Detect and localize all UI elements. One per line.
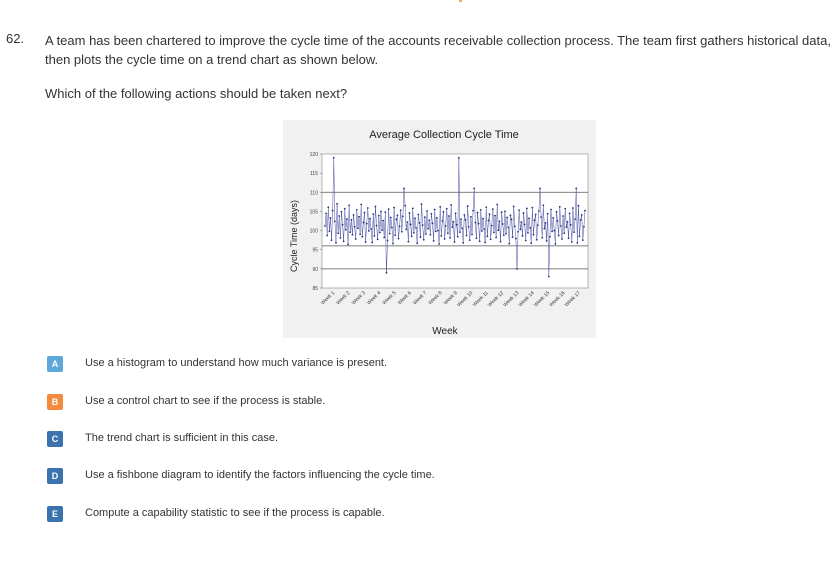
data-point (359, 234, 361, 236)
data-point (485, 206, 487, 208)
data-point (452, 221, 454, 223)
data-point (416, 242, 418, 244)
data-point (554, 243, 556, 245)
data-point (497, 229, 499, 231)
data-point (522, 235, 524, 237)
data-point (461, 227, 463, 229)
data-point (341, 211, 343, 213)
data-point (450, 204, 452, 206)
question-number: 62. (6, 31, 25, 46)
data-point (343, 240, 345, 242)
data-point (352, 234, 354, 236)
data-point (567, 221, 569, 223)
data-point (429, 234, 431, 236)
data-point (392, 243, 394, 245)
data-point (412, 207, 414, 209)
data-point (548, 276, 550, 278)
data-point (365, 241, 367, 243)
option-text[interactable]: Use a histogram to understand how much variance is present. (85, 357, 388, 369)
data-point (467, 205, 469, 207)
data-point (454, 241, 456, 243)
x-tick-label: Week 4 (366, 290, 383, 307)
data-point (563, 232, 565, 234)
x-tick-label: Week 2 (335, 290, 352, 307)
data-point (431, 213, 433, 215)
data-point (326, 235, 328, 237)
data-point (400, 209, 402, 211)
data-point (513, 206, 515, 208)
data-point (333, 157, 335, 159)
data-point (545, 222, 547, 224)
data-point (447, 232, 449, 234)
data-point (424, 216, 426, 218)
data-point (471, 234, 473, 236)
data-point (381, 229, 383, 231)
y-tick-label: 115 (310, 171, 318, 178)
data-point (443, 211, 445, 213)
data-point (480, 209, 482, 211)
data-point (533, 234, 535, 236)
data-point (335, 242, 337, 244)
data-point (553, 230, 555, 232)
data-point (423, 239, 425, 241)
data-point (490, 238, 492, 240)
top-accent-mark (459, 0, 462, 2)
data-point (404, 205, 406, 207)
data-point (438, 243, 440, 245)
data-point (401, 231, 403, 233)
data-point (334, 220, 336, 222)
data-point (458, 157, 460, 159)
data-point (425, 233, 427, 235)
data-point (582, 239, 584, 241)
data-point (368, 230, 370, 232)
data-point (324, 225, 326, 227)
data-point (493, 232, 495, 234)
data-point (399, 225, 401, 227)
data-point (371, 242, 373, 244)
data-point (325, 212, 327, 214)
y-tick-label: 120 (309, 152, 318, 158)
data-point (339, 237, 341, 239)
data-point (571, 241, 573, 243)
data-point (441, 220, 443, 222)
data-point (418, 222, 420, 224)
data-point (462, 242, 464, 244)
data-point (415, 227, 417, 229)
data-point (397, 214, 399, 216)
data-point (470, 216, 472, 218)
data-point (544, 228, 546, 230)
data-point (517, 231, 519, 233)
data-point (391, 227, 393, 229)
data-point (519, 229, 521, 231)
option-letter-badge[interactable]: A (47, 356, 63, 372)
data-point (398, 238, 400, 240)
question-text: A team has been chartered to improve the cycle time of the accounts receivable collection process. The team first gathers historical data, then plots the cycle time on a trend chart as shown below. (45, 33, 831, 67)
data-point (506, 217, 508, 219)
data-point (492, 208, 494, 210)
data-point (575, 188, 577, 190)
data-point (518, 209, 520, 211)
data-point (394, 234, 396, 236)
data-point (387, 240, 389, 242)
chart-title: Average Collection Cycle Time (369, 129, 519, 141)
data-point (496, 204, 498, 206)
data-point (384, 211, 386, 213)
data-point (552, 217, 554, 219)
x-tick-label: Week 16 (548, 290, 567, 309)
data-point (436, 217, 438, 219)
data-point (573, 231, 575, 233)
data-point (556, 211, 558, 213)
data-point (455, 212, 457, 214)
x-tick-label: Week 12 (486, 290, 506, 309)
data-point (524, 224, 526, 226)
y-tick-label: 110 (310, 190, 318, 197)
data-point (328, 230, 330, 232)
data-point (386, 272, 388, 274)
data-point (367, 207, 369, 209)
data-point (422, 224, 424, 226)
data-point (541, 237, 543, 239)
data-point (499, 220, 501, 222)
data-point (390, 217, 392, 219)
data-point (472, 210, 474, 212)
data-point (564, 208, 566, 210)
data-point (407, 241, 409, 243)
data-point (439, 206, 441, 208)
data-point (406, 221, 408, 223)
data-point (372, 213, 374, 215)
data-point (486, 235, 488, 237)
x-tick-label: Week 6 (396, 290, 413, 307)
data-point (459, 231, 461, 233)
data-point (421, 203, 423, 205)
data-point (346, 218, 348, 220)
data-point (505, 233, 507, 235)
y-tick-label: 85 (312, 286, 318, 292)
data-point (570, 224, 572, 226)
data-point (534, 219, 536, 221)
trend-chart-svg (283, 120, 596, 338)
data-point (437, 230, 439, 232)
option-text[interactable]: Compute a capability statistic to see if the process is capable. (85, 507, 385, 519)
data-point (574, 218, 576, 220)
x-tick-label: Week 8 (427, 290, 444, 307)
data-point (446, 208, 448, 210)
data-point (584, 210, 586, 212)
data-point (402, 216, 404, 218)
data-point (465, 219, 467, 221)
data-point (503, 234, 505, 236)
data-point (479, 240, 481, 242)
data-point (457, 236, 459, 238)
data-point (580, 219, 582, 221)
data-point (440, 235, 442, 237)
data-point (379, 232, 381, 234)
data-point (549, 236, 551, 238)
data-point (354, 226, 356, 228)
data-point (366, 223, 368, 225)
data-point (358, 216, 360, 218)
data-point (539, 188, 541, 190)
data-point (370, 228, 372, 230)
data-point (414, 217, 416, 219)
data-point (420, 236, 422, 238)
data-point (494, 215, 496, 217)
data-point (355, 238, 357, 240)
data-point (373, 235, 375, 237)
data-point (569, 212, 571, 214)
data-point (488, 220, 490, 222)
data-point (395, 219, 397, 221)
data-point (360, 204, 362, 206)
data-point (536, 239, 538, 241)
option-text[interactable]: Use a control chart to see if the process is stable. (85, 395, 326, 407)
data-point (449, 237, 451, 239)
data-point (393, 207, 395, 209)
data-point (568, 237, 570, 239)
data-point (336, 203, 338, 205)
data-point (435, 230, 437, 232)
data-point (466, 235, 468, 237)
data-point (376, 225, 378, 227)
data-point (380, 211, 382, 213)
data-point (474, 222, 476, 224)
data-point (417, 214, 419, 216)
y-tick-label: 95 (312, 247, 318, 254)
data-point (565, 226, 567, 228)
data-point (489, 213, 491, 215)
data-point (546, 240, 548, 242)
data-point (491, 225, 493, 227)
x-tick-label: Week 13 (502, 290, 521, 309)
data-point (540, 216, 542, 218)
data-point (511, 219, 513, 221)
data-point (515, 238, 517, 240)
data-point (338, 215, 340, 217)
data-point (345, 229, 347, 231)
data-point (557, 220, 559, 222)
data-point (432, 222, 434, 224)
data-point (405, 229, 407, 231)
data-point (484, 242, 486, 244)
data-point (523, 212, 525, 214)
data-point (578, 205, 580, 207)
x-tick-label: Week 15 (532, 290, 552, 309)
chart-y-axis-label: Cycle Time (days) (289, 199, 299, 273)
y-tick-label: 90 (312, 266, 318, 273)
data-point (531, 207, 533, 209)
data-point (483, 228, 485, 230)
trend-chart (283, 120, 596, 338)
data-point (353, 214, 355, 216)
question-prompt: Which of the following actions should be taken next? (45, 86, 348, 101)
data-point (473, 188, 475, 190)
x-tick-label: Week 14 (517, 290, 536, 309)
data-point (520, 221, 522, 223)
data-point (512, 236, 514, 238)
data-point (413, 232, 415, 234)
data-point (510, 214, 512, 216)
data-point (525, 240, 527, 242)
data-point (332, 210, 334, 212)
data-point (426, 210, 428, 212)
data-point (445, 225, 447, 227)
data-point (350, 219, 352, 221)
option-text[interactable]: The trend chart is sufficient in this case. (85, 432, 278, 444)
data-point (514, 225, 516, 227)
x-tick-label: Week 9 (442, 290, 459, 307)
data-point (526, 207, 528, 209)
data-point (434, 209, 436, 211)
data-point (576, 242, 578, 244)
data-point (388, 208, 390, 210)
option-letter-badge[interactable]: D (47, 468, 63, 484)
option-letter-badge[interactable]: B (47, 394, 63, 410)
data-point (383, 237, 385, 239)
data-point (562, 215, 564, 217)
data-point (357, 227, 359, 229)
data-point (502, 223, 504, 225)
data-point (542, 204, 544, 206)
data-point (508, 243, 510, 245)
data-point (347, 243, 349, 245)
data-point (477, 212, 479, 214)
data-point (547, 213, 549, 215)
data-point (528, 217, 530, 219)
data-point (482, 218, 484, 220)
data-point (377, 238, 379, 240)
data-point (481, 230, 483, 232)
data-point (361, 236, 363, 238)
data-point (410, 224, 412, 226)
data-point (579, 235, 581, 237)
data-point (327, 206, 329, 208)
data-point (349, 231, 351, 233)
data-point (551, 230, 553, 232)
x-tick-label: Week 3 (350, 290, 367, 307)
data-point (342, 224, 344, 226)
data-point (475, 237, 477, 239)
data-point (535, 214, 537, 216)
data-point (378, 215, 380, 217)
data-point (369, 218, 371, 220)
data-point (331, 239, 333, 241)
data-point (530, 242, 532, 244)
x-tick-label: Week 10 (456, 290, 475, 309)
data-point (363, 222, 365, 224)
data-point (409, 212, 411, 214)
data-point (463, 214, 465, 216)
data-point (561, 238, 563, 240)
x-tick-label: Week 7 (412, 290, 429, 307)
data-point (469, 239, 471, 241)
data-point (550, 209, 552, 211)
data-point (516, 268, 518, 270)
data-point (444, 238, 446, 240)
data-point (433, 240, 435, 242)
x-tick-label: Week 11 (471, 290, 490, 309)
x-tick-label: Week 1 (319, 290, 337, 307)
data-point (583, 226, 585, 228)
data-point (495, 237, 497, 239)
x-tick-label: Week 5 (381, 290, 398, 307)
data-point (356, 209, 358, 211)
data-point (451, 226, 453, 228)
data-point (572, 207, 574, 209)
data-point (375, 206, 377, 208)
data-point (478, 223, 480, 225)
data-point (559, 206, 561, 208)
data-point (527, 232, 529, 234)
data-point (411, 235, 413, 237)
data-point (389, 233, 391, 235)
data-point (344, 208, 346, 210)
data-point (403, 188, 405, 190)
data-point (382, 220, 384, 222)
data-point (448, 215, 450, 217)
data-point (504, 211, 506, 213)
data-point (428, 219, 430, 221)
data-point (529, 227, 531, 229)
data-point (538, 210, 540, 212)
y-tick-label: 105 (309, 209, 318, 216)
data-point (501, 211, 503, 213)
data-point (330, 217, 332, 219)
data-point (337, 232, 339, 234)
x-tick-label: Week 17 (563, 290, 582, 309)
data-point (537, 224, 539, 226)
data-point (364, 212, 366, 214)
option-text[interactable]: Use a fishbone diagram to identify the factors influencing the cycle time. (85, 469, 435, 481)
data-point (460, 218, 462, 220)
chart-x-axis-label: Week (432, 326, 458, 337)
data-point (468, 226, 470, 228)
data-point (507, 227, 509, 229)
data-point (348, 204, 350, 206)
data-point (581, 214, 583, 216)
data-point (560, 225, 562, 227)
option-letter-badge[interactable]: C (47, 431, 63, 447)
option-letter-badge[interactable]: E (47, 506, 63, 522)
data-point (427, 228, 429, 230)
data-point (558, 235, 560, 237)
y-tick-label: 100 (309, 228, 318, 235)
data-point (500, 241, 502, 243)
data-point (456, 224, 458, 226)
